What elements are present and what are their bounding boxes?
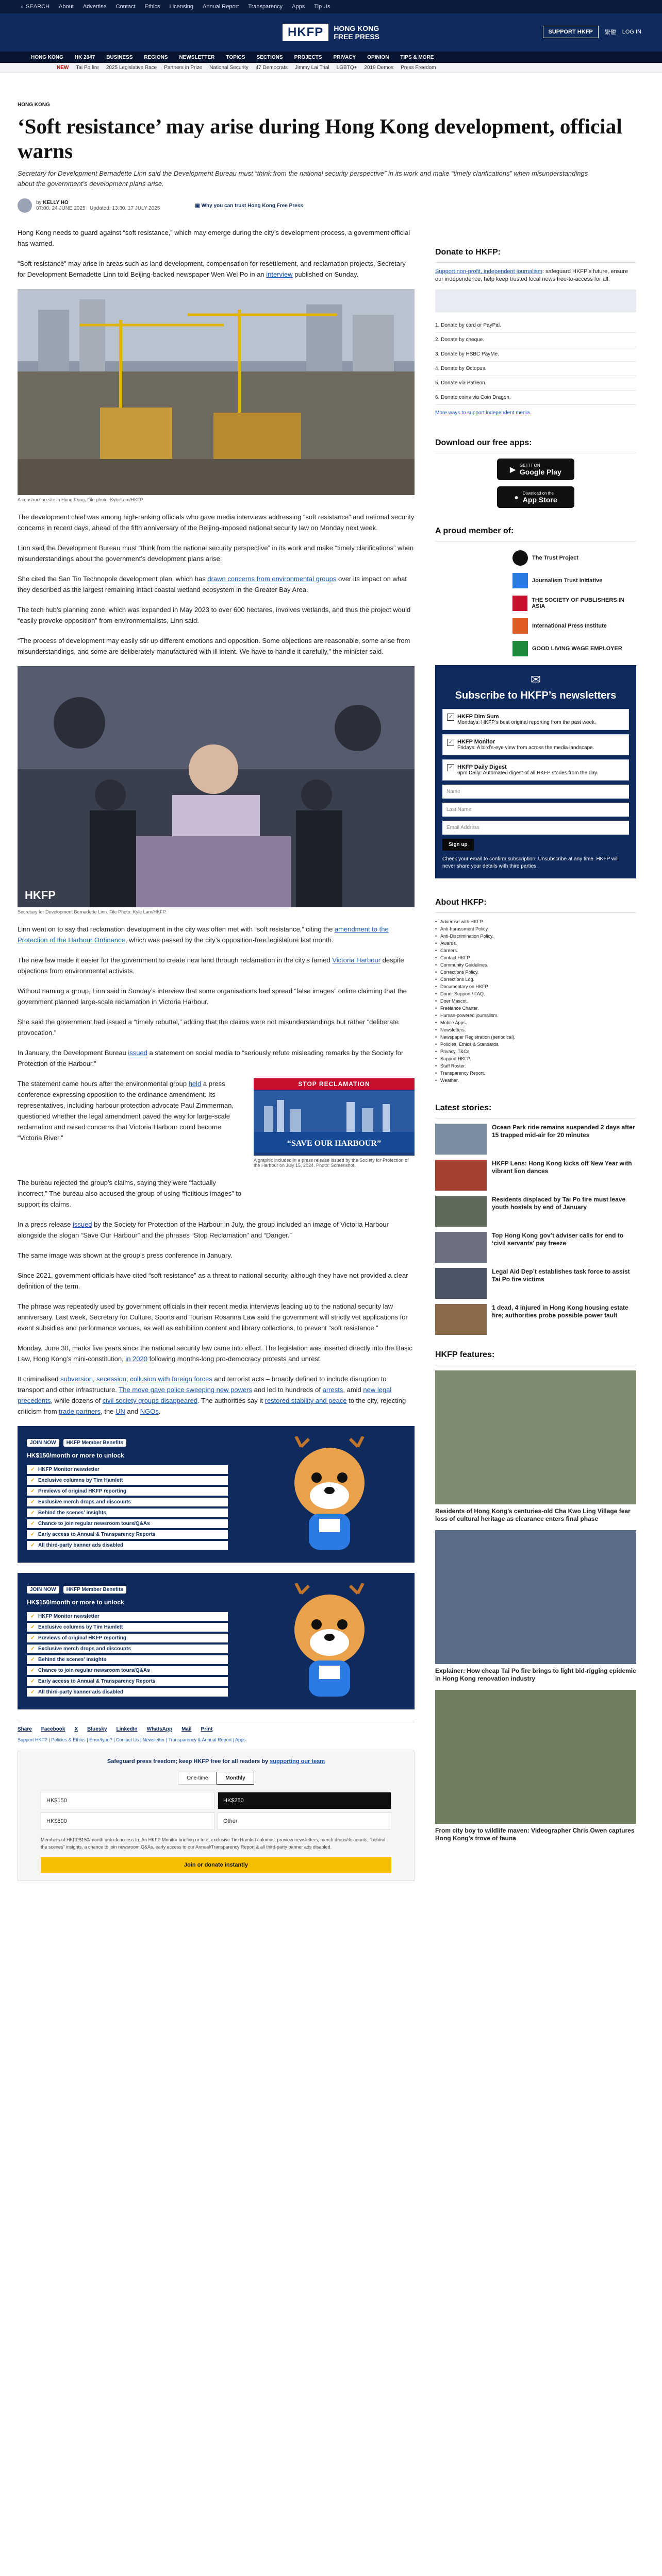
story-thumbnail (435, 1124, 487, 1155)
nsl-crimes-link[interactable]: subversion, secession, collusion with foreign forces (60, 1375, 212, 1383)
trending-link[interactable]: 2025 Legislative Race (106, 65, 157, 71)
topbar-link-licensing[interactable]: Licensing (169, 4, 193, 10)
amount-option[interactable]: HK$150 (41, 1792, 214, 1809)
benefit-item: ✓ Early access to Annual & Transparency Reports (27, 1677, 228, 1686)
first-name-input[interactable]: Name (442, 785, 629, 799)
topbar-link-transparency[interactable]: Transparency (248, 4, 283, 10)
print-button[interactable]: Print (201, 1726, 213, 1732)
share-whatsapp-button[interactable]: WhatsApp (146, 1726, 173, 1732)
about-links (435, 918, 636, 1084)
paragraph: The same image was shown at the group’s press conference in January. (18, 1251, 233, 1259)
interview-link[interactable]: interview (266, 270, 293, 278)
promo-price: HK$150/month or more to unlock (27, 1599, 124, 1606)
newsletter-signup (435, 665, 636, 878)
benefit-item: ✓ All third-party banner ads disabled (27, 1688, 228, 1697)
about-link[interactable]: • Corrections Log. (435, 976, 636, 983)
poster-caption: A graphic included in a press release issued by the Society for Protection of the Harbour on July 15, 2024. Photo: Screenshot. (254, 1158, 409, 1168)
donate-note: Members of HKFP$150/month unlock access to: An HKFP Monitor briefing or tote, exclusive Tim Hamlett columns, preview newsletters, merch drops/discounts, “behind the scenes” insights, a chance to join newsroom Q&As, early access to our Annual/Transparency Report & all third-party banner ads disabled. (41, 1837, 386, 1850)
donate-option[interactable]: 4. Donate by Octopus. (435, 362, 636, 376)
donate-option[interactable]: 6. Donate coins via Coin Dragon. (435, 391, 636, 405)
benefit-item: ✓ Exclusive merch drops and discounts (27, 1498, 228, 1506)
donate-options (435, 318, 636, 405)
member-living-wage[interactable]: GOOD LIVING WAGE EMPLOYER (435, 637, 636, 660)
benefit-item: ✓ Behind the scenes' insights (27, 1655, 228, 1664)
poster-figure (254, 1078, 415, 1177)
donate-title: Donate to HKFP: (435, 244, 636, 263)
newsletter-title: Subscribe to HKFP’s newsletters (455, 690, 617, 701)
trust-icon: ▣ (195, 202, 202, 209)
ngos-link[interactable]: NGOs (140, 1408, 159, 1415)
byline (18, 198, 644, 213)
about-link[interactable]: • Newspaper Registration (periodical). (435, 1033, 636, 1041)
nav-sections[interactable]: SECTIONS (256, 54, 283, 60)
search-link[interactable]: ⌕ SEARCH (21, 3, 50, 10)
paragraph: Since 2021, government officials have cited “soft resistance” as a threat to national security, although they have not provided a clear definition of the term. (18, 1272, 408, 1290)
benefit-item: ✓ Early access to Annual & Transparency Reports (27, 1530, 228, 1539)
linn-photo (18, 666, 415, 907)
amount-option-selected[interactable]: HK$250 (218, 1792, 391, 1809)
about-link[interactable]: • Anti-harassment Policy. (435, 925, 636, 933)
top-utility-bar (0, 0, 662, 13)
benefit-item: ✓ All third-party banner ads disabled (27, 1541, 228, 1550)
donate-text: Support non-profit, independent journalism: safeguard HKFP’s future, ensure our independence, help keep trusted local news free-to-access for all. (435, 268, 628, 282)
amount-option[interactable]: HK$500 (41, 1812, 214, 1830)
search-icon: ⌕ (21, 3, 24, 10)
about-link[interactable]: • Mobile Apps. (435, 1019, 636, 1026)
updated-date: Updated: 13:30, 17 JULY 2025 (89, 206, 160, 211)
story-thumbnail (435, 1232, 487, 1263)
trending-link[interactable]: Partners in Prize (164, 65, 203, 71)
ipi-icon (512, 618, 528, 634)
about-link[interactable]: • Donor Support / FAQ. (435, 990, 636, 997)
login-link[interactable]: LOG IN (622, 29, 641, 35)
watermark: HKFP (25, 889, 56, 902)
trending-link[interactable]: Press Freedom (401, 65, 436, 71)
story-thumbnail (435, 1304, 487, 1335)
about-link[interactable]: • Transparency Report. (435, 1070, 636, 1077)
story-thumbnail (435, 1160, 487, 1191)
site-header (0, 13, 662, 52)
trust-project-icon (512, 550, 528, 566)
topbar-link-about[interactable]: About (59, 4, 74, 10)
statement-link[interactable]: issued (128, 1049, 147, 1057)
float-text (18, 1078, 244, 1177)
donate-widget (18, 1751, 415, 1881)
new-label: NEW (57, 65, 69, 71)
about-title: About HKFP: (435, 894, 636, 913)
topbar-link-ethics[interactable]: Ethics (144, 4, 160, 10)
member-ipi[interactable]: International Press Institute (435, 615, 636, 637)
paragraph: She cited the San Tin Technopole development plan, which has drawn concerns from environmental groups over its impact on what they described as the largest remaining intact coastal wetland ecosystem in the Greater Bay Area. (18, 575, 407, 594)
latest-story[interactable]: Ocean Park ride remains suspended 2 days after 15 trapped mid-air for 20 minutes (435, 1124, 636, 1155)
more-ways-link[interactable]: More ways to support independent media. (435, 410, 532, 416)
google-play-button[interactable]: ▶ GET IT ON Google Play (497, 459, 574, 480)
about-link[interactable]: • Weather. (435, 1077, 636, 1084)
share-x-button[interactable]: X (74, 1726, 78, 1732)
latest-story[interactable]: Legal Aid Dep’t establishes task force to assist Tai Po fire victims (435, 1268, 636, 1299)
nav-hong-kong[interactable]: HONG KONG (31, 54, 63, 60)
share-bluesky-button[interactable]: Bluesky (87, 1726, 107, 1732)
language-toggle[interactable]: 繁體 (604, 29, 616, 36)
latest-story[interactable]: Top Hong Kong gov’t adviser calls for end to ‘civil servants’ pay freeze (435, 1232, 636, 1263)
feature-story[interactable]: From city boy to wildlife maven: Videographer Chris Owen captures Hong Kong’s trove of fauna (435, 1690, 636, 1842)
trending-link[interactable]: National Security (209, 65, 249, 71)
paragraph: In January, the Development Bureau issued a statement on social media to “seriously refute misleading remarks by the Society for Protection of the Harbour.” (18, 1049, 404, 1067)
one-time-tab[interactable]: One-time (178, 1772, 217, 1785)
about-link[interactable]: • Policies, Ethics & Standards. (435, 1041, 636, 1048)
benefit-item: ✓ Chance to join regular newsroom tours/Q&As (27, 1666, 228, 1675)
member-benefits-banner[interactable] (18, 1573, 415, 1709)
feature-story[interactable]: Residents of Hong Kong’s centuries-old Cha Kwo Ling Village fear loss of cultural heritage as clearance enters final phase (435, 1370, 636, 1523)
member-trust-project[interactable]: The Trust Project (435, 547, 636, 569)
un-link[interactable]: UN (115, 1408, 125, 1415)
nav-newsletter[interactable]: NEWSLETTER (179, 54, 215, 60)
frequency-toggle (25, 1772, 407, 1785)
benefit-item: ✓ Exclusive merch drops and discounts (27, 1645, 228, 1653)
stability-link[interactable]: restored stability and peace (264, 1397, 347, 1404)
article-title: ‘Soft resistance’ may arise during Hong Kong development, official warns (18, 114, 622, 163)
press-release-link[interactable]: issued (72, 1221, 92, 1228)
paragraph: Monday, June 30, marks five years since the national security law came into effect. The legislation was inserted directly into the Basic Law, Hong Kong’s mini-constitution, in 2020 following months-long pro-democracy protests and unrest. (18, 1344, 412, 1363)
donate-option[interactable]: 1. Donate by card or PayPal. (435, 318, 636, 333)
benefit-item: ✓ Exclusive columns by Tim Hamlett (27, 1623, 228, 1632)
share-bar (18, 1722, 415, 1732)
paragraph: The development chief was among high-ranking officials who gave media interviews addressing “soft resistance” and national security concerns in recent days, ahead of the fifth anniversary of the Beijing-imposed national security law on Monday next week. (18, 513, 415, 532)
benefit-list (27, 1465, 228, 1552)
latest-story[interactable]: 1 dead, 4 injured in Hong Kong housing estate fire; authorities probe possible power fault (435, 1304, 636, 1335)
victoria-harbour-link[interactable]: Victoria Harbour (332, 956, 381, 964)
jti-icon (512, 573, 528, 588)
paragraph: Hong Kong needs to guard against “soft resistance,” which may emerge during the city’s development process, a government official has warned. (18, 229, 410, 247)
author-name[interactable]: KELLY HO (43, 200, 69, 206)
email-input[interactable]: Email Address (442, 821, 629, 835)
newsletter-note: Check your email to confirm subscription. Unsubscribe at any time. HKFP will never share your details with third parties. (442, 856, 619, 869)
about-link[interactable]: • Privacy, T&Cs. (435, 1048, 636, 1055)
latest-story[interactable]: Residents displaced by Tai Po fire must leave youth hostels by end of January (435, 1196, 636, 1227)
amount-option-other[interactable]: Other (218, 1812, 391, 1830)
member-sopa[interactable]: THE SOCIETY OF PUBLISHERS IN ASIA (435, 592, 636, 615)
publish-date: 07:00, 24 JUNE 2025 (36, 206, 86, 211)
donate-option[interactable]: 2. Donate by cheque. (435, 333, 636, 347)
deer-mascot-illustration (265, 1583, 394, 1702)
trending-link[interactable]: Tai Po fire (76, 65, 99, 71)
construction-site-image (18, 289, 415, 495)
trust-link[interactable]: ▣ Why you can trust Hong Kong Free Press (195, 202, 303, 209)
benefit-item: ✓ Previews of original HKFP reporting (27, 1634, 228, 1642)
about-link[interactable]: • Documentary on HKFP. (435, 983, 636, 990)
logo-wordmark: HONG KONG FREE PRESS (334, 24, 380, 41)
about-link[interactable]: • Newsletters. (435, 1026, 636, 1033)
join-donate-button[interactable]: Join or donate instantly (41, 1857, 391, 1873)
nav-tips-more[interactable]: TIPS & MORE (400, 54, 434, 60)
paragraph: In a press release issued by the Society for Protection of the Harbour in July, the group included an image of Victoria Harbour alongside the slogan “Save Our Harbour” and the phrases “Stop Reclamation” and “Danger.” (18, 1221, 389, 1239)
promo-title: JOIN NOW HKFP Member Benefits (27, 1435, 130, 1447)
legal-precedents-link[interactable]: new legal precedents (18, 1386, 392, 1404)
sidebar (435, 227, 636, 1881)
promo-price: HK$150/month or more to unlock (27, 1452, 124, 1459)
paragraph: “Soft resistance” may arise in areas such as land development, compensation for resettlement, and reclamation projects, Secretary for Development Bernadette Linn told Beijing-backed newspaper Wen Wei Po in an interview published on Sunday. (18, 260, 406, 278)
paragraph: “The process of development may easily stir up different emotions and opposition. Some objections are reasonable, some arise from misunderstandings, and some are deliberately manufactured with ill intent. We have to handle it carefully,” the minister said. (18, 637, 410, 655)
benefit-item: ✓ Chance to join regular newsroom tours/Q&As (27, 1519, 228, 1528)
donate-option[interactable]: 3. Donate by HSBC PayMe. (435, 347, 636, 362)
nav-opinion[interactable]: OPINION (367, 54, 389, 60)
feature-image (435, 1370, 636, 1504)
signup-button[interactable]: Sign up (442, 839, 474, 851)
paragraph: She said the government had issued a “timely rebuttal,” adding that the claims were not misunderstandings but rather “deliberate provocation.” (18, 1018, 399, 1037)
nsl-2020-link[interactable]: in 2020 (125, 1355, 147, 1363)
paragraph: The phrase was repeatedly used by government officials in their recent media interviews leading up to the national security law anniversary. Last week, Secretary for Culture, Sports and Tourism Rosanna Law said the government will strictly vet applications for event subsidies and performance venues, as well as exhibition content and library collections, to prevent “soft resistance.” (18, 1302, 408, 1332)
trending-link[interactable]: 47 Democrats (255, 65, 288, 71)
benefit-item: ✓ Behind the scenes' insights (27, 1509, 228, 1517)
article-lede: Secretary for Development Bernadette Linn said the Development Bureau must “think from the national security perspective” in its work and make “timely clarifications” when misunderstandings about the government’s development plans arise. (18, 170, 588, 188)
deer-mascot-illustration (265, 1436, 394, 1555)
share-facebook-button[interactable]: Facebook (41, 1726, 65, 1732)
benefit-item: ✓ HKFP Monitor newsletter (27, 1612, 228, 1621)
trade-partners-link[interactable]: trade partners (59, 1408, 101, 1415)
author-avatar (18, 198, 32, 213)
trending-link[interactable]: Jimmy Lai Trial (294, 65, 329, 71)
latest-story[interactable]: HKFP Lens: Hong Kong kicks off New Year with vibrant lion dances (435, 1160, 636, 1191)
feature-image (435, 1530, 636, 1664)
about-link[interactable]: • Careers. (435, 947, 636, 954)
topbar-link-annual-report[interactable]: Annual Report (203, 4, 239, 10)
header-actions (543, 26, 641, 38)
last-name-input[interactable]: Last Name (442, 803, 629, 817)
latest-title: Latest stories: (435, 1099, 636, 1118)
paragraph: The statement came hours after the environmental group held a press conference expressing opposition to the ordinance amendment. Its representatives, including harbour protection advocate Paul Zimmerman, questioned whether the legal amendment paved the way for large-scale reclamation and raised concerns that Victoria Harbour could become “Victoria River.” (18, 1080, 234, 1142)
newsletter-option-monitor[interactable]: ✓ HKFP Monitor Fridays: A bird’s-eye view from across the media landscape. (442, 734, 629, 755)
share-linkedin-button[interactable]: LinkedIn (116, 1726, 138, 1732)
photo-caption: A construction site in Hong Kong. File photo: Kyle Lam/HKFP. (18, 497, 144, 502)
about-link[interactable]: • Freelance Charter. (435, 1005, 636, 1012)
story-thumbnail (435, 1268, 487, 1299)
about-link[interactable]: • Anti-Discrimination Policy. (435, 933, 636, 940)
harbour-ordinance-link[interactable]: amendment to the Protection of the Harbour Ordinance (18, 925, 389, 944)
newsletter-option-daily-digest[interactable]: ✓ HKFP Daily Digest 6pm Daily: Automated digest of all HKFP stories from the day. (442, 759, 629, 781)
about-link[interactable]: • Advertise with HKFP. (435, 918, 636, 925)
member-jti[interactable]: Journalism Trust Initiative (435, 569, 636, 592)
nav-regions[interactable]: REGIONS (144, 54, 168, 60)
apps-title: Download our free apps: (435, 434, 636, 453)
about-link[interactable]: • Awards. (435, 940, 636, 947)
logo-mark: HKFP (283, 24, 328, 41)
nav-privacy[interactable]: PRIVACY (333, 54, 356, 60)
text-with-poster (18, 1078, 415, 1177)
story-thumbnail (435, 1196, 487, 1227)
donate-heading: Safeguard press freedom; keep HKFP free for all readers by supporting our team (107, 1758, 325, 1765)
paragraph: The new law made it easier for the government to create new land through reclamation in the city’s famed Victoria Harbour despite objections from environmental activists. (18, 956, 404, 975)
newsletter-option-dim-sum[interactable]: ✓ HKFP Dim Sum Mondays: HKFP’s best original reporting from the past week. (442, 709, 629, 730)
environmental-groups-link[interactable]: drawn concerns from environmental groups (207, 575, 337, 583)
section-label[interactable]: HONG KONG (18, 102, 50, 108)
author-line: by KELLY HO 07:00, 24 JUNE 2025 Updated: 13:30, 17 JULY 2025 (36, 200, 160, 211)
poster-top-text: STOP RECLAMATION (254, 1078, 415, 1090)
share-label: Share (18, 1726, 32, 1732)
paragraph: Linn said the Development Bureau must “think from the national security perspective” in its work and make “timely clarifications” when misunderstandings about the government’s development plans arise. (18, 544, 414, 563)
paragraph: It criminalised subversion, secession, collusion with foreign forces and terrorist acts – broadly defined to include disruption to transport and other infrastructure. The move gave police sweeping new powers and led to hundreds of arrests, amid new legal precedents, while dozens of civil society groups disappeared. The authorities say it restored stability and peace to the city, rejecting criticism from trade partners, the UN and NGOs. (18, 1375, 406, 1415)
about-link[interactable]: • Staff Roster. (435, 1062, 636, 1070)
benefit-item: ✓ Previews of original HKFP reporting (27, 1487, 228, 1496)
content-columns (18, 227, 644, 1881)
join-now-badge: JOIN NOW (27, 1586, 59, 1594)
page-content (18, 102, 644, 1881)
paragraph: The tech hub’s planning zone, which was expanded in May 2023 to over 600 hectares, involves wetlands, and thus the project would “easily provoke opposition” from environmentalists, Linn said. (18, 606, 411, 624)
feature-story[interactable]: Explainer: How cheap Tai Po fire brings to light bid-rigging epidemic in Hong Kong renovation industry (435, 1530, 636, 1683)
support-team-link[interactable]: supporting our team (270, 1758, 325, 1765)
paragraph: Without naming a group, Linn said in Sunday’s interview that some organisations had spread “false images” online claiming that the government planned large-scale reclamation in Victoria Harbour. (18, 987, 407, 1006)
amount-options (41, 1792, 391, 1830)
save-harbour-poster (254, 1078, 415, 1156)
about-link[interactable]: • Human-powered journalism. (435, 1012, 636, 1019)
trending-bar (0, 63, 662, 73)
topbar-link-contact[interactable]: Contact (115, 4, 136, 10)
article-footer-links[interactable]: Support HKFP | Policies & Ethics | Error/typo? | Contact Us | Newsletter | Transparency & Annual Report | Apps (18, 1737, 246, 1742)
police-powers-link[interactable]: The move gave police sweeping new powers (119, 1386, 253, 1394)
trending-link[interactable]: LGBTQ+ (336, 65, 357, 71)
nav-topics[interactable]: TOPICS (226, 54, 245, 60)
photo-caption: Secretary for Development Bernadette Linn. File Photo: Kyle Lam/HKFP. (18, 909, 167, 914)
topbar-link-advertise[interactable]: Advertise (82, 4, 107, 10)
member-benefits-banner[interactable] (18, 1426, 415, 1563)
about-link[interactable]: • Corrections Policy. (435, 969, 636, 976)
site-logo[interactable] (283, 24, 379, 41)
construction-photo (18, 289, 415, 495)
share-mail-button[interactable]: Mail (181, 1726, 192, 1732)
promo-title: JOIN NOW HKFP Member Benefits (27, 1582, 130, 1594)
join-now-badge: JOIN NOW (27, 1439, 59, 1447)
mail-icon: ✉ (530, 673, 541, 687)
donate-banner[interactable] (435, 290, 636, 312)
app-store-button[interactable]: ● Download on the App Store (497, 486, 574, 508)
paragraph: Linn went on to say that reclamation development in the city was often met with “soft resistance,” citing the amendment to the Protection of the Harbour Ordinance, which was passed by the city’s opposition-free legislature last month. (18, 925, 389, 944)
about-link[interactable]: • Doer Mascot. (435, 997, 636, 1005)
civil-society-link[interactable]: civil society groups disappeared (102, 1397, 198, 1404)
press-conference-image (18, 666, 415, 907)
sopa-icon (512, 596, 527, 611)
benefit-item: ✓ HKFP Monitor newsletter (27, 1465, 228, 1474)
trending-link[interactable]: 2019 Demos (364, 65, 394, 71)
benefit-list (27, 1612, 228, 1699)
support-journalism-link[interactable]: Support non-profit, independent journalism (435, 268, 542, 275)
donate-option[interactable]: 5. Donate via Patreon. (435, 376, 636, 391)
article-body (18, 227, 415, 1881)
nav-projects[interactable]: PROJECTS (294, 54, 322, 60)
features-title: HKFP features: (435, 1346, 636, 1365)
monthly-tab[interactable]: Monthly (217, 1772, 254, 1785)
paragraph: The bureau rejected the group’s claims, saying they were “factually incorrect.” The bureau also accused the group of using “fictitious images” to support its claims. (18, 1179, 242, 1208)
living-wage-icon (512, 641, 528, 656)
poster-slogan: “SAVE OUR HARBOUR” (287, 1139, 381, 1148)
topbar-link-apps[interactable]: Apps (292, 4, 305, 10)
topbar-link-tip-us[interactable]: Tip Us (314, 4, 330, 10)
main-nav (0, 52, 662, 63)
feature-image (435, 1690, 636, 1824)
about-link[interactable]: • Support HKFP. (435, 1055, 636, 1062)
member-title: A proud member of: (435, 522, 636, 541)
apple-icon: ● (514, 493, 519, 501)
press-conference-link[interactable]: held (188, 1080, 202, 1088)
benefit-item: ✓ Exclusive columns by Tim Hamlett (27, 1476, 228, 1485)
nav-hk-2047[interactable]: HK 2047 (74, 54, 95, 60)
arrests-link[interactable]: arrests (322, 1386, 343, 1394)
about-link[interactable]: • Contact HKFP. (435, 954, 636, 961)
google-play-icon: ▶ (510, 465, 516, 473)
support-hkfp-button[interactable]: SUPPORT HKFP (543, 26, 599, 38)
about-link[interactable]: • Community Guidelines. (435, 961, 636, 969)
nav-business[interactable]: BUSINESS (106, 54, 133, 60)
